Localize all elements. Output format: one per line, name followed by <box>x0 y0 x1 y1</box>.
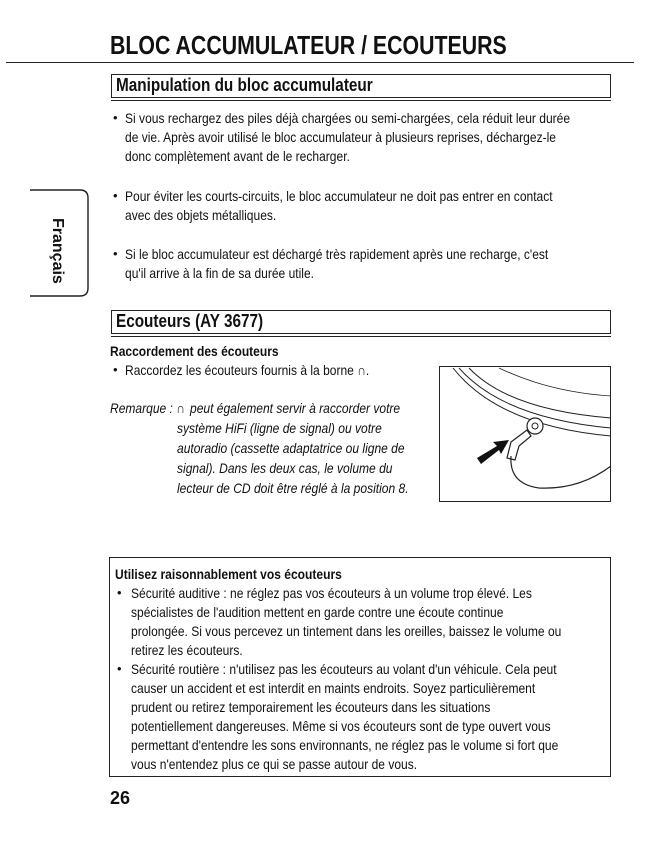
title-rule <box>6 62 634 63</box>
side-tab-label: Français <box>49 218 66 284</box>
bullet-dot: • <box>113 362 118 377</box>
headphone-connection-illustration <box>439 366 611 502</box>
bullet-line: qu'il arrive à la fin de sa durée utile. <box>125 265 315 281</box>
bullet-line: de vie. Après avoir utilisé le bloc accumulateur à plusieurs reprises, déchargez-le <box>125 129 556 145</box>
remark-line: lecteur de CD doit être réglé à la position 8. <box>177 480 409 496</box>
section-manipulation-heading: Manipulation du bloc accumulateur <box>116 75 373 95</box>
bullet-raccordez: Raccordez les écouteurs fournis à la borne ∩. <box>125 362 370 378</box>
page-title: BLOC ACCUMULATEUR / ECOUTEURS <box>110 30 507 60</box>
warning-line: prudent ou retirez temporairement les écouteurs dans les situations <box>131 699 491 715</box>
section-manipulation-rule <box>111 100 611 101</box>
bullet-dot: • <box>113 188 118 203</box>
bullet-line: Pour éviter les courts-circuits, le bloc accumulateur ne doit pas entrer en contact <box>125 188 553 204</box>
warning-line: prolongée. Si vous percevez un tintement dans les oreilles, baissez le volume ou <box>131 623 562 639</box>
remark-label: Remarque : ∩ <box>110 400 185 416</box>
bullet-dot: • <box>117 585 122 600</box>
remark-line: peut également servir à raccorder votre <box>190 400 401 416</box>
bullet-line: Si vous rechargez des piles déjà chargées ou semi-chargées, cela réduit leur durée <box>125 110 571 126</box>
warning-line: potentiellement dangereuses. Même si vos écouteurs sont de type ouvert vous <box>131 718 551 734</box>
warning-line: retirez les écouteurs. <box>131 642 243 658</box>
remark-line: autoradio (cassette adaptatrice ou ligne de <box>177 440 405 456</box>
page-number: 26 <box>110 788 131 808</box>
remark-line: signal). Dans les deux cas, le volume du <box>177 460 393 476</box>
warning-line: permettant d'entendre les sons environnants, ne réglez pas le volume si fort que <box>131 737 559 753</box>
warning-line: Sécurité routière : n'utilisez pas les écouteurs au volant d'un véhicule. Cela peut <box>131 661 557 677</box>
bullet-line: donc complètement avant de le recharger. <box>125 148 350 164</box>
remark-line: système HiFi (ligne de signal) ou votre <box>177 420 382 436</box>
section-ecouteurs-rule <box>111 336 611 337</box>
bullet-line: Si le bloc accumulateur est déchargé très rapidement après une recharge, c'est <box>125 246 549 262</box>
bullet-dot: • <box>113 110 118 125</box>
bullet-dot: • <box>117 661 122 676</box>
subheading-raccordement: Raccordement des écouteurs <box>110 343 279 359</box>
bullet-line: avec des objets métalliques. <box>125 207 277 223</box>
warning-line: spécialistes de l'audition mettent en garde contre une écoute continue <box>131 604 504 620</box>
section-ecouteurs-heading: Ecouteurs (AY 3677) <box>116 311 264 331</box>
bullet-dot: • <box>113 246 118 261</box>
warning-heading: Utilisez raisonnablement vos écouteurs <box>115 566 342 582</box>
warning-line: causer un accident et est interdit en maints endroits. Soyez particulièrement <box>131 680 536 696</box>
warning-line: vous n'entendez plus ce qui se passe autour de vous. <box>131 756 418 772</box>
section-manipulation-heading-box <box>111 74 611 98</box>
section-ecouteurs-heading-box <box>111 310 611 334</box>
warning-line: Sécurité auditive : ne réglez pas vos écouteurs à un volume trop élevé. Les <box>131 585 532 601</box>
